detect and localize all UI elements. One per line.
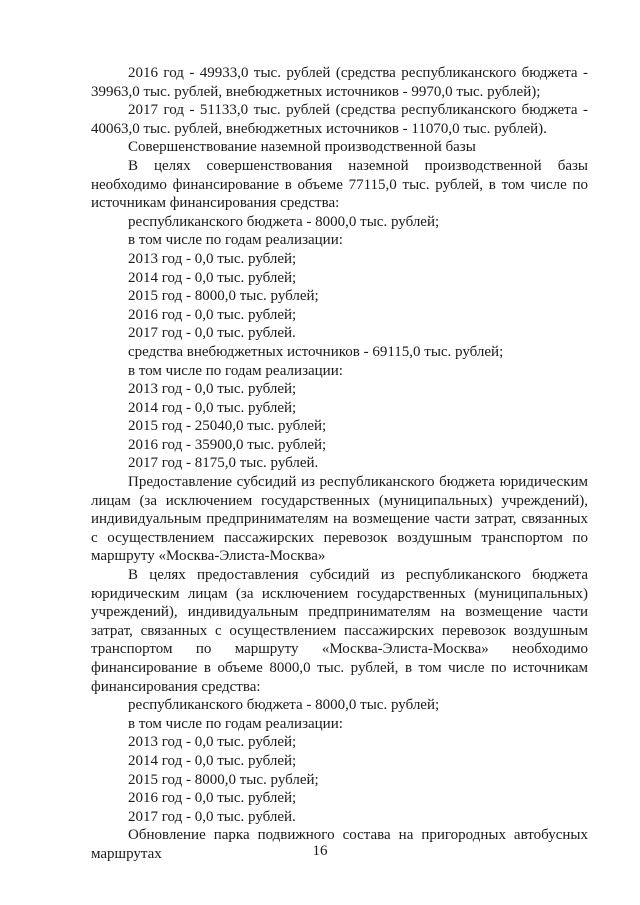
text-line: 2016 год - 0,0 тыс. рублей;	[128, 790, 297, 807]
text-line: 2013 год - 0,0 тыс. рублей;	[128, 734, 297, 751]
text-line: в том числе по годам реализации:	[128, 715, 343, 732]
text-line: 2017 год - 8175,0 тыс. рублей.	[128, 455, 319, 472]
text-line: 2014 год - 0,0 тыс. рублей;	[128, 399, 297, 416]
text-line: 2013 год - 0,0 тыс. рублей;	[128, 381, 297, 398]
text-line: 2015 год - 8000,0 тыс. рублей;	[128, 288, 319, 305]
text-line: 2017 год - 0,0 тыс. рублей.	[128, 808, 296, 825]
text-line: республиканского бюджета - 8000,0 тыс. рублей;	[128, 697, 440, 714]
text-line: 2015 год - 8000,0 тыс. рублей;	[128, 771, 319, 788]
text-line: в том числе по годам реализации:	[128, 362, 343, 379]
section-heading-subsidies: Предоставление субсидий из республиканского бюджета юридическим лицам (за исключением государственных (муниципальных) учреждений), индивидуальным предпринимателям на возмещение части затрат, связанных с осуществлением пассажирских перевозок воздушным транспортом по маршруту «Москва-Элиста-Москва»	[91, 474, 588, 565]
ground-base-intro-paragraph: В целях совершенствования наземной производственной базы необходимо финансирование в объеме 77115,0 тыс. рублей, в том числе по источникам финансирования средства:	[91, 157, 588, 212]
text-line: 2014 год - 0,0 тыс. рублей;	[128, 269, 297, 286]
funding-2017-paragraph: 2017 год - 51133,0 тыс. рублей (средства республиканского бюджета - 40063,0 тыс. рублей, внебюджетных источников - 11070,0 тыс. рублей).	[91, 102, 588, 137]
page-body	[91, 64, 588, 864]
text-line: средства внебюджетных источников - 69115,0 тыс. рублей;	[128, 343, 504, 360]
text-line: 2016 год - 35900,0 тыс. рублей;	[128, 436, 327, 453]
text-line: 2017 год - 0,0 тыс. рублей.	[128, 325, 296, 342]
text-line: в том числе по годам реализации:	[128, 232, 343, 249]
text-line: 2016 год - 0,0 тыс. рублей;	[128, 306, 297, 323]
text-line: 2014 год - 0,0 тыс. рублей;	[128, 752, 297, 769]
section-heading-ground-base: Совершенствование наземной производственной базы	[128, 139, 476, 156]
text-line: республиканского бюджета - 8000,0 тыс. рублей;	[128, 213, 440, 230]
subsidies-intro-paragraph: В целях предоставления субсидий из республиканского бюджета юридическим лицам (за исключением государственных (муниципальных) учреждений), индивидуальным предпринимателям на возмещение части затрат, связанных с осуществлением пассажирских перевозок воздушным транспортом по маршруту «Москва-Элиста-Москва» необходимо финансирование в объеме 8000,0 тыс. рублей, в том числе по источникам финансирования средства:	[91, 567, 588, 695]
text-line: 2015 год - 25040,0 тыс. рублей;	[128, 418, 327, 435]
funding-2016-paragraph: 2016 год - 49933,0 тыс. рублей (средства республиканского бюджета - 39963,0 тыс. рублей, внебюджетных источников - 9970,0 тыс. рублей);	[91, 65, 588, 100]
page-number: 16	[312, 843, 328, 859]
section-heading-bus-fleet: Обновление парка подвижного состава на пригородных автобусных маршрутах	[91, 827, 588, 862]
text-line: 2013 год - 0,0 тыс. рублей;	[128, 250, 297, 267]
